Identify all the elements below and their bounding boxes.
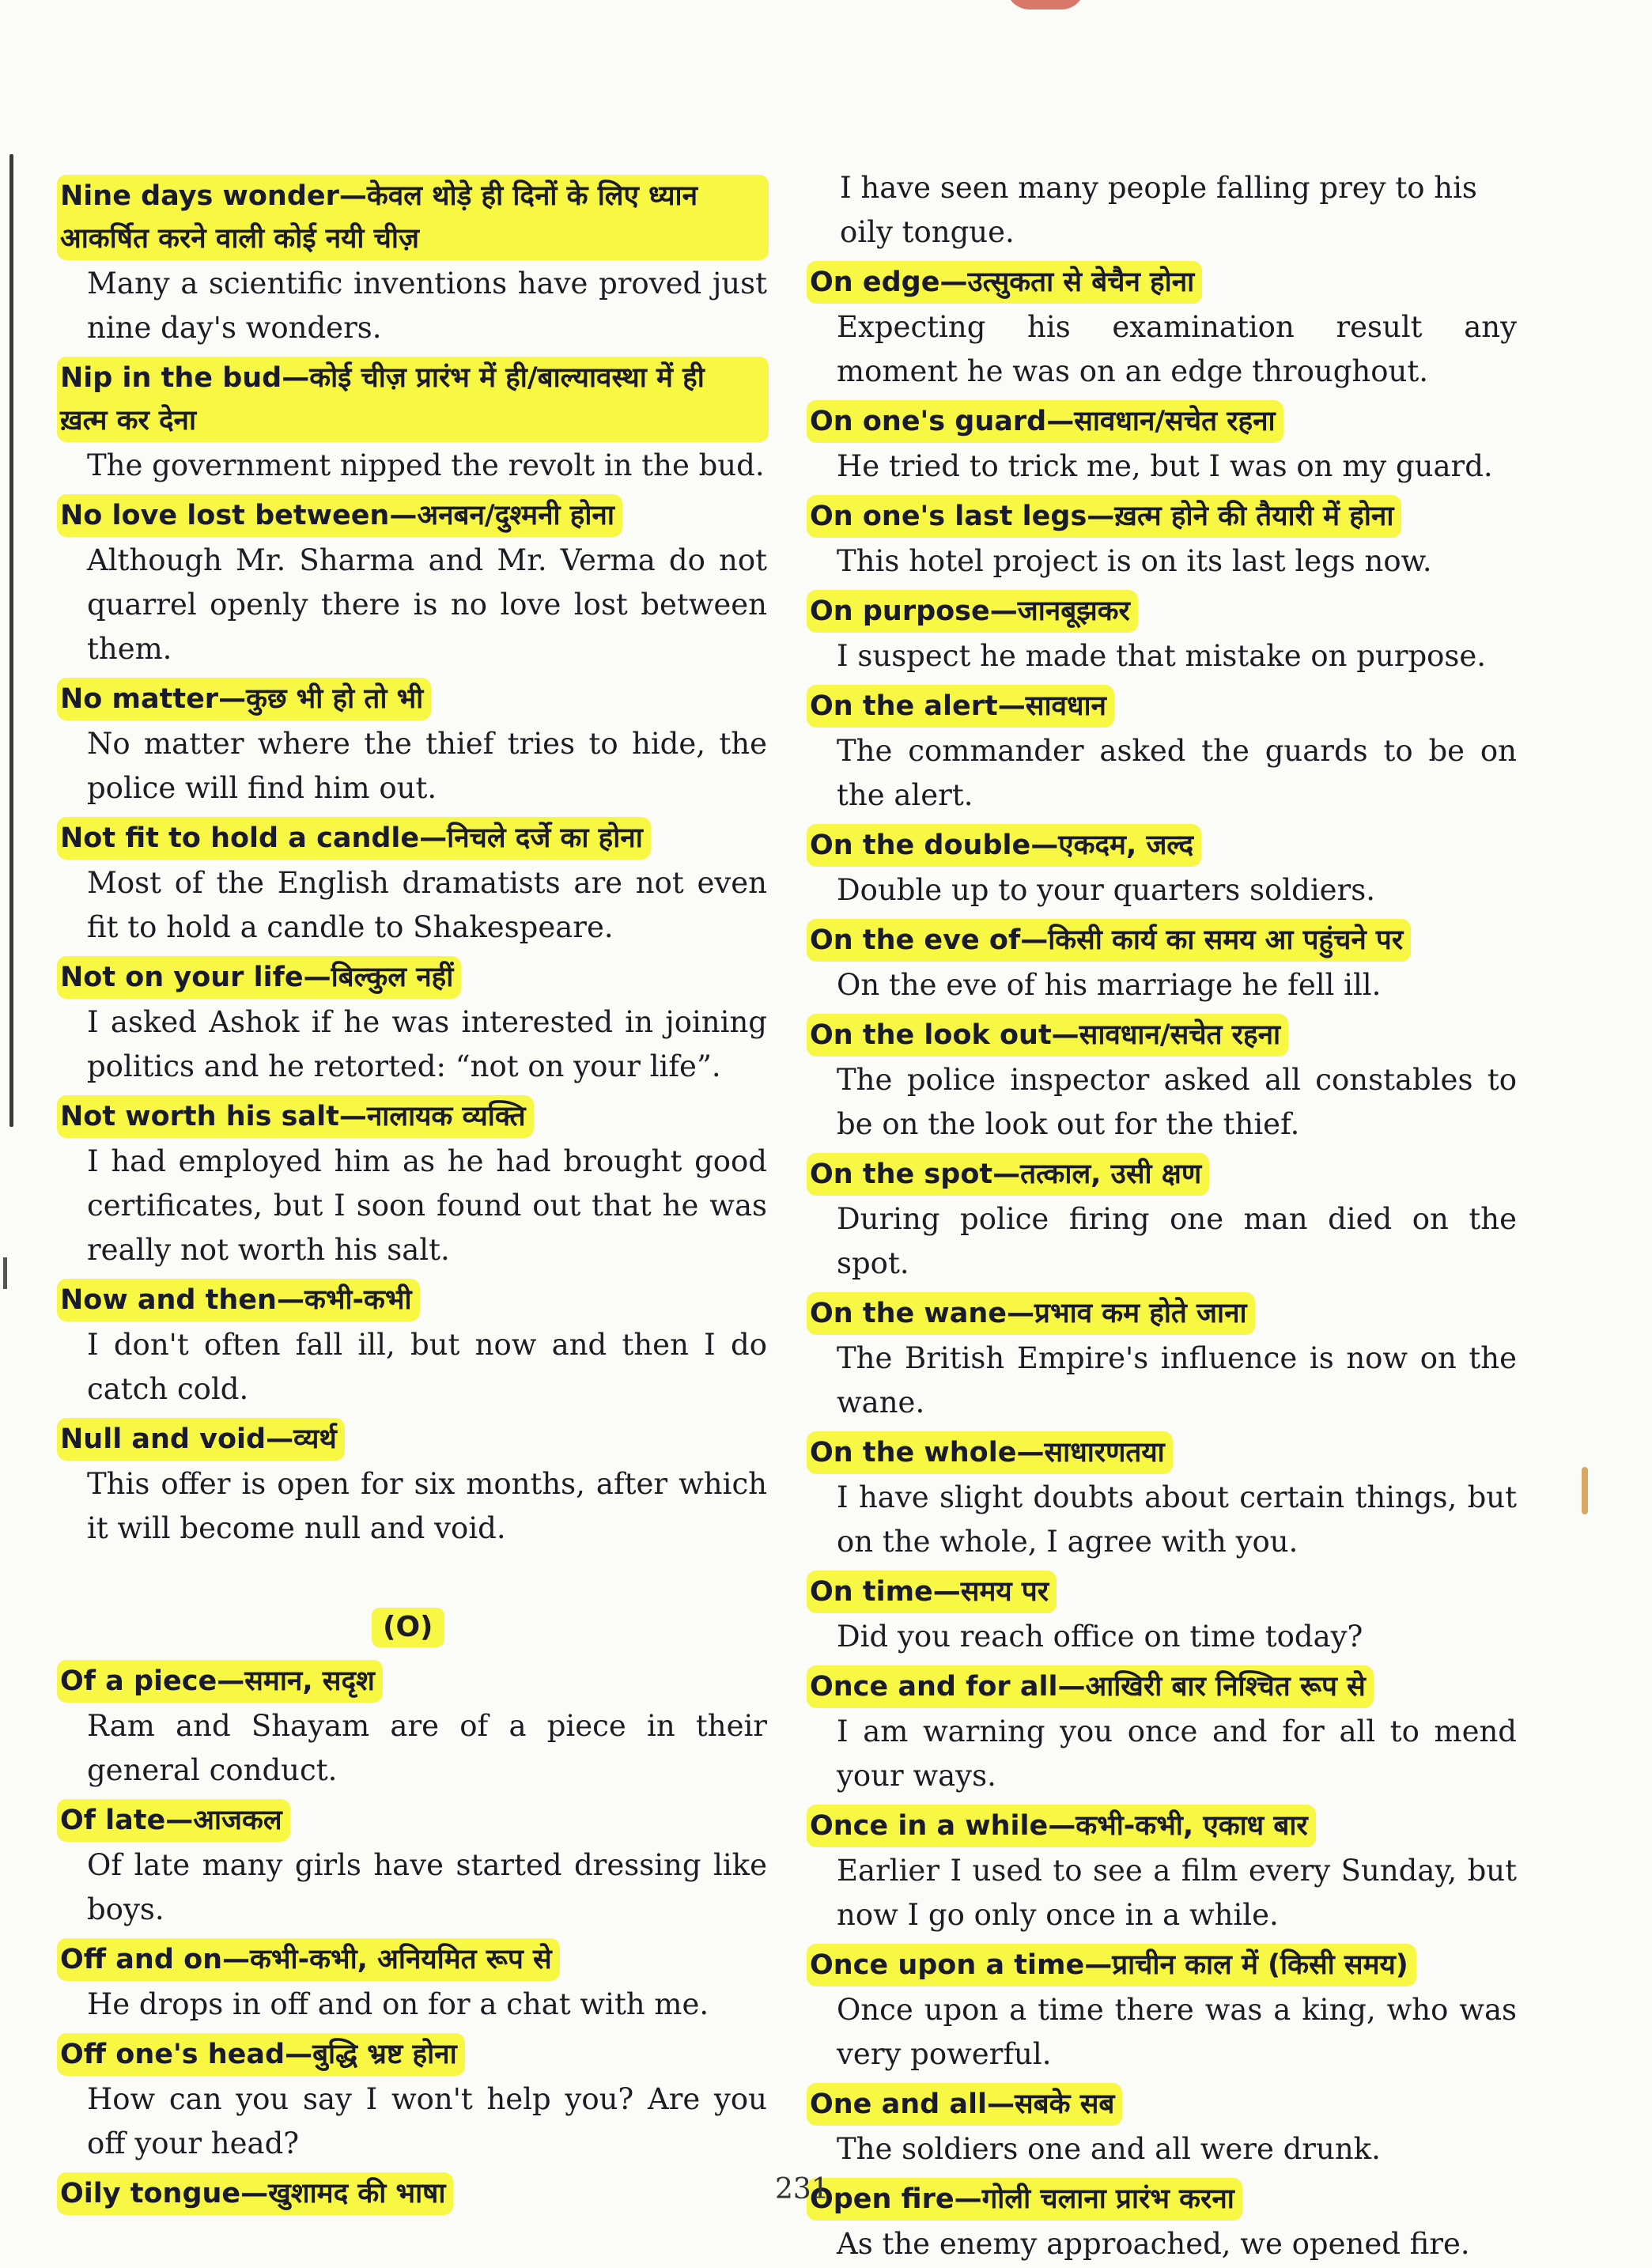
idiom-term: On the spot bbox=[810, 1159, 993, 1190]
idiom-example: Of late many girls have started dressing like boys. bbox=[87, 1848, 767, 1926]
idiom-meaning: सावधान/सचेत रहना bbox=[1074, 406, 1276, 437]
idiom-term: Of a piece bbox=[60, 1665, 217, 1697]
idiom-heading bbox=[57, 494, 622, 537]
binding-edge-line bbox=[9, 154, 13, 1127]
idiom-heading bbox=[57, 2033, 465, 2076]
idiom-entry bbox=[57, 170, 769, 350]
idiom-meaning: समान, सदृश bbox=[244, 1665, 375, 1697]
idiom-example: The police inspector asked all constables to be on the look out for the thief. bbox=[837, 1063, 1517, 1141]
idiom-dash: — bbox=[992, 1159, 1021, 1190]
idiom-term: Off one's head bbox=[60, 2039, 285, 2070]
idiom-example: He drops in off and on for a chat with me. bbox=[87, 1987, 709, 2021]
idiom-heading bbox=[807, 1665, 1374, 1708]
idiom-dash: — bbox=[266, 1423, 294, 1455]
idiom-meaning: तत्काल, उसी क्षण bbox=[1020, 1159, 1202, 1190]
idiom-heading bbox=[57, 817, 651, 860]
idiom-term: No love lost between bbox=[60, 500, 390, 531]
idiom-term: On the double bbox=[810, 830, 1031, 861]
idiom-term: Now and then bbox=[60, 1284, 277, 1316]
idiom-meaning: एकदम, जल्द bbox=[1058, 830, 1194, 861]
idiom-dash: — bbox=[282, 362, 310, 394]
idiom-example: This offer is open for six months, after which it will become null and void. bbox=[87, 1467, 767, 1545]
idiom-term: Not fit to hold a candle bbox=[60, 822, 420, 854]
idiom-heading bbox=[57, 956, 461, 999]
idiom-example: Double up to your quarters soldiers. bbox=[837, 873, 1375, 907]
idiom-heading bbox=[807, 400, 1283, 443]
idiom-meaning: साधारणतया bbox=[1044, 1437, 1165, 1469]
page-number: 231 bbox=[775, 2173, 830, 2206]
idiom-meaning: ख़त्म होने की तैयारी में होना bbox=[1114, 501, 1394, 532]
idiom-dash: — bbox=[338, 180, 367, 212]
idiom-meaning: किसी कार्य का समय आ पहुंचने पर bbox=[1048, 924, 1404, 956]
idiom-dash: — bbox=[240, 2178, 269, 2209]
idiom-term: Open fire bbox=[810, 2183, 955, 2215]
idiom-dash: — bbox=[419, 822, 448, 854]
right-entry-list bbox=[807, 256, 1518, 2266]
idiom-term: On the alert bbox=[810, 690, 998, 722]
idiom-term: On the whole bbox=[810, 1437, 1017, 1469]
idiom-entry bbox=[807, 914, 1518, 1007]
continued-example: I have seen many people falling prey to his oily tongue. bbox=[840, 171, 1477, 249]
idiom-heading bbox=[807, 1571, 1057, 1613]
idiom-dash: — bbox=[989, 595, 1018, 627]
idiom-heading bbox=[807, 1805, 1316, 1847]
idiom-meaning: कोई चीज़ प्रारंभ में ही/बाल्यावस्था में ही ख़त्म कर देना bbox=[60, 362, 705, 437]
idiom-entry bbox=[807, 1800, 1518, 1937]
idiom-heading bbox=[807, 590, 1138, 633]
idiom-term: On edge bbox=[810, 266, 940, 298]
idiom-dash: — bbox=[1007, 1298, 1035, 1329]
idiom-heading bbox=[57, 1418, 345, 1461]
idiom-meaning: गोली चलाना प्रारंभ करना bbox=[981, 2183, 1234, 2215]
idiom-example: I had employed him as he had brought good certificates, but I soon found out that he was really not worth his salt. bbox=[87, 1144, 767, 1267]
idiom-meaning: निचले दर्जे का होना bbox=[447, 822, 643, 854]
idiom-dash: — bbox=[1048, 1810, 1076, 1842]
idiom-term: Once and for all bbox=[810, 1671, 1058, 1703]
idiom-entry bbox=[57, 812, 769, 950]
idiom-example: He tried to trick me, but I was on my guard. bbox=[837, 449, 1493, 483]
idiom-heading bbox=[807, 1292, 1255, 1335]
idiom-example: The government nipped the revolt in the bud. bbox=[87, 448, 765, 482]
idiom-term: Nip in the bud bbox=[60, 362, 282, 394]
idiom-term: On time bbox=[810, 1576, 933, 1608]
idiom-example: The British Empire's influence is now on the wane. bbox=[837, 1341, 1517, 1419]
idiom-entry bbox=[807, 1009, 1518, 1147]
idiom-meaning: आखिरी बार निश्चित रूप से bbox=[1085, 1671, 1366, 1703]
idiom-entry bbox=[57, 1091, 769, 1272]
idiom-dash: — bbox=[1084, 1949, 1113, 1981]
idiom-entry bbox=[807, 819, 1518, 913]
idiom-example: I suspect he made that mistake on purpose. bbox=[837, 639, 1487, 673]
idiom-entry bbox=[807, 1939, 1518, 2077]
idiom-entry bbox=[807, 490, 1518, 584]
idiom-heading bbox=[807, 1944, 1416, 1986]
idiom-dash: — bbox=[303, 962, 331, 993]
idiom-entry bbox=[807, 1661, 1518, 1798]
idiom-meaning: कुछ भी हो तो भी bbox=[246, 683, 424, 715]
idiom-heading bbox=[57, 1938, 560, 1981]
idiom-term: On the eve of bbox=[810, 924, 1021, 956]
idiom-term: Once in a while bbox=[810, 1810, 1049, 1842]
idiom-dash: — bbox=[389, 500, 418, 531]
idiom-meaning: व्यर्थ bbox=[293, 1423, 337, 1455]
idiom-entry bbox=[57, 2168, 769, 2217]
left-entry-list-o bbox=[57, 1655, 769, 2217]
idiom-meaning: प्राचीन काल में (किसी समय) bbox=[1112, 1949, 1408, 1981]
idiom-example: Ram and Shayam are of a piece in their general conduct. bbox=[87, 1709, 767, 1787]
idiom-entry bbox=[807, 2078, 1518, 2172]
idiom-meaning: सावधान bbox=[1025, 690, 1106, 722]
idiom-entry bbox=[807, 2173, 1518, 2266]
idiom-term: Off and on bbox=[60, 1944, 223, 1975]
idiom-entry bbox=[57, 490, 769, 671]
idiom-meaning: खुशामद की भाषा bbox=[268, 2178, 446, 2209]
idiom-dash: — bbox=[932, 1576, 961, 1608]
idiom-meaning: बुद्धि भ्रष्ट होना bbox=[312, 2039, 457, 2070]
idiom-heading bbox=[57, 1095, 534, 1138]
idiom-dash: — bbox=[222, 1944, 251, 1975]
idiom-term: Not worth his salt bbox=[60, 1101, 339, 1132]
idiom-example: As the enemy approached, we opened fire. bbox=[837, 2227, 1470, 2261]
idiom-dash: — bbox=[218, 683, 247, 715]
idiom-entry bbox=[807, 1287, 1518, 1425]
idiom-heading bbox=[57, 1799, 290, 1842]
idiom-heading bbox=[807, 824, 1201, 867]
idiom-entry bbox=[807, 680, 1518, 818]
idiom-term: One and all bbox=[810, 2088, 987, 2120]
idiom-heading bbox=[807, 2083, 1122, 2126]
idiom-heading bbox=[57, 357, 769, 442]
idiom-meaning: कभी-कभी bbox=[304, 1284, 412, 1316]
idiom-term: On the look out bbox=[810, 1019, 1052, 1051]
idiom-heading bbox=[57, 2172, 453, 2215]
idiom-dash: — bbox=[1057, 1671, 1086, 1703]
idiom-dash: — bbox=[1020, 924, 1049, 956]
idiom-entry bbox=[57, 352, 769, 488]
idiom-dash: — bbox=[954, 2183, 982, 2215]
idiom-example: I asked Ashok if he was interested in joining politics and he retorted: “not on your life”. bbox=[87, 1005, 767, 1083]
section-heading: (O) bbox=[372, 1608, 444, 1647]
idiom-dash: — bbox=[217, 1665, 245, 1697]
idiom-entry bbox=[807, 585, 1518, 679]
idiom-example: The commander asked the guards to be on the alert. bbox=[837, 734, 1517, 812]
idiom-dash: — bbox=[997, 690, 1026, 722]
idiom-dash: — bbox=[165, 1805, 194, 1836]
idiom-example: Did you reach office on time today? bbox=[837, 1620, 1363, 1654]
idiom-entry bbox=[57, 1413, 769, 1551]
idiom-meaning: अनबन/दुश्मनी होना bbox=[417, 500, 614, 531]
idiom-meaning: कभी-कभी, एकाध बार bbox=[1076, 1810, 1308, 1842]
idiom-heading bbox=[807, 261, 1202, 304]
top-edge-mark bbox=[1006, 0, 1085, 9]
idiom-dash: — bbox=[285, 2039, 313, 2070]
idiom-heading bbox=[57, 1660, 383, 1703]
idiom-heading bbox=[57, 175, 769, 260]
idiom-dash: — bbox=[1030, 830, 1059, 861]
idiom-term: Oily tongue bbox=[60, 2178, 241, 2209]
idiom-term: Of late bbox=[60, 1805, 166, 1836]
idiom-example: Earlier I used to see a film every Sunday, but now I go only once in a while. bbox=[837, 1854, 1517, 1932]
idiom-entry bbox=[807, 1148, 1518, 1286]
idiom-heading bbox=[807, 919, 1411, 962]
idiom-example: On the eve of his marriage he fell ill. bbox=[837, 968, 1382, 1002]
idiom-dash: — bbox=[939, 266, 968, 298]
idiom-term: On purpose bbox=[810, 595, 990, 627]
left-column bbox=[57, 170, 769, 2217]
idiom-term: On one's guard bbox=[810, 406, 1047, 437]
idiom-example: The soldiers one and all were drunk. bbox=[837, 2132, 1381, 2166]
idiom-heading bbox=[57, 678, 431, 720]
idiom-meaning: उत्सुकता से बेचैन होना bbox=[967, 266, 1195, 298]
idiom-entry bbox=[807, 1566, 1518, 1659]
idiom-entry bbox=[807, 1427, 1518, 1564]
margin-pencil-mark bbox=[1582, 1467, 1588, 1514]
idiom-entry bbox=[57, 1933, 769, 2027]
idiom-entry bbox=[57, 1655, 769, 1793]
idiom-example: How can you say I won't help you? Are you off your head? bbox=[87, 2082, 767, 2160]
idiom-meaning: सबके सब bbox=[1014, 2088, 1115, 2120]
idiom-term: Not on your life bbox=[60, 962, 304, 993]
idiom-term: On the wane bbox=[810, 1298, 1007, 1329]
idiom-example: This hotel project is on its last legs now. bbox=[837, 544, 1432, 578]
right-column bbox=[807, 166, 1518, 2268]
idiom-example: No matter where the thief tries to hide, the police will find him out. bbox=[87, 727, 767, 805]
idiom-dash: — bbox=[986, 2088, 1015, 2120]
idiom-example: Once upon a time there was a king, who was very powerful. bbox=[837, 1993, 1517, 2071]
idiom-entry bbox=[57, 1274, 769, 1412]
idiom-heading bbox=[807, 495, 1401, 538]
binding-edge-tick bbox=[3, 1257, 7, 1289]
idiom-example: I don't often fall ill, but now and then I do catch cold. bbox=[87, 1328, 767, 1406]
idiom-entry bbox=[57, 2028, 769, 2166]
idiom-heading bbox=[807, 1431, 1173, 1474]
idiom-term: Nine days wonder bbox=[60, 180, 339, 212]
idiom-meaning: केवल थोड़े ही दिनों के लिए ध्यान आकर्षित करने वाली कोई नयी चीज़ bbox=[60, 180, 698, 255]
idiom-dash: — bbox=[1087, 501, 1115, 532]
idiom-heading bbox=[57, 1279, 420, 1321]
idiom-meaning: नालायक व्यक्ति bbox=[366, 1101, 526, 1132]
idiom-entry bbox=[57, 1794, 769, 1932]
idiom-example: I am warning you once and for all to mend your ways. bbox=[837, 1714, 1517, 1793]
idiom-meaning: जानबूझकर bbox=[1017, 595, 1130, 627]
idiom-term: Once upon a time bbox=[810, 1949, 1085, 1981]
idiom-example: During police firing one man died on the spot. bbox=[837, 1202, 1517, 1280]
idiom-entry bbox=[57, 951, 769, 1089]
idiom-example: Expecting his examination result any moment he was on an edge throughout. bbox=[837, 310, 1517, 388]
idiom-example: Although Mr. Sharma and Mr. Verma do not quarrel openly there is no love lost between them. bbox=[87, 543, 767, 666]
idiom-term: On one's last legs bbox=[810, 501, 1087, 532]
idiom-entry bbox=[807, 256, 1518, 394]
idiom-term: No matter bbox=[60, 683, 219, 715]
idiom-meaning: बिल्कुल नहीं bbox=[331, 962, 454, 993]
idiom-meaning: कभी-कभी, अनियमित रूप से bbox=[250, 1944, 552, 1975]
idiom-heading bbox=[807, 685, 1114, 728]
idiom-example: I have slight doubts about certain things, but on the whole, I agree with you. bbox=[837, 1480, 1517, 1559]
idiom-example: Most of the English dramatists are not even fit to hold a candle to Shakespeare. bbox=[87, 866, 767, 944]
idiom-term: Null and void bbox=[60, 1423, 267, 1455]
idiom-dash: — bbox=[1051, 1019, 1079, 1051]
idiom-meaning: प्रभाव कम होते जाना bbox=[1034, 1298, 1247, 1329]
idiom-entry bbox=[807, 395, 1518, 489]
idiom-heading bbox=[807, 1014, 1288, 1057]
idiom-entry bbox=[57, 673, 769, 811]
idiom-meaning: सावधान/सचेत रहना bbox=[1079, 1019, 1281, 1051]
idiom-meaning: आजकल bbox=[193, 1805, 282, 1836]
left-entry-list bbox=[57, 170, 769, 1551]
idiom-dash: — bbox=[276, 1284, 304, 1316]
idiom-dash: — bbox=[1016, 1437, 1045, 1469]
idiom-example: Many a scientific inventions have proved just nine day's wonders. bbox=[87, 266, 767, 345]
idiom-dash: — bbox=[1046, 406, 1075, 437]
idiom-meaning: समय पर bbox=[960, 1576, 1049, 1608]
idiom-heading bbox=[807, 2178, 1242, 2221]
idiom-dash: — bbox=[338, 1101, 367, 1132]
idiom-heading bbox=[807, 1153, 1209, 1196]
